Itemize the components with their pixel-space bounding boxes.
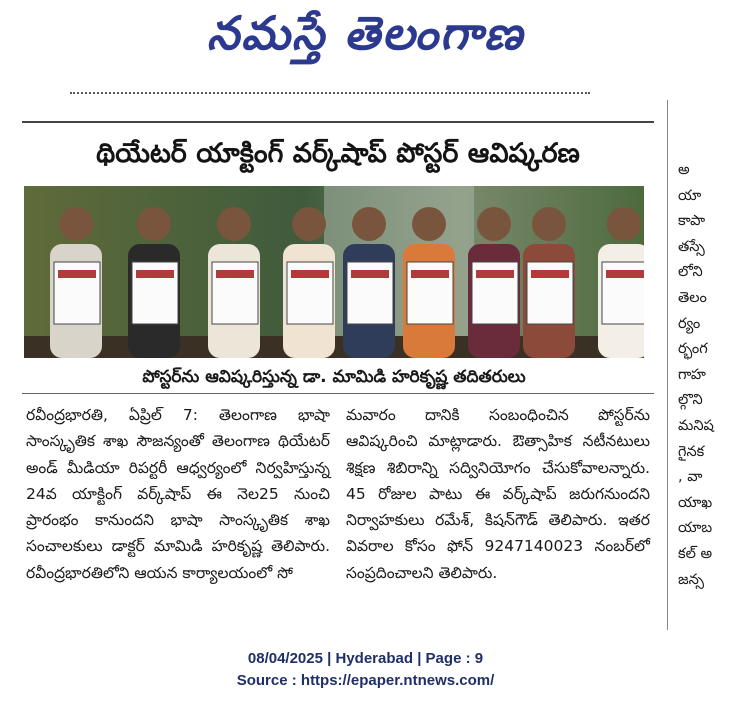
column-divider xyxy=(667,100,668,630)
adjacent-fragment: ర్భంగ xyxy=(678,341,708,358)
adjacent-fragment: యా xyxy=(678,187,702,204)
adjacent-fragment: జన్స xyxy=(678,571,704,588)
article-paragraph-2: మవారం దానికి సంబంధించిన పోస్టర్‌ను ఆవిష్కరించి మాట్లాడారు. ఔత్సాహిక నటీనటులు శిక్షణ శిబిరాన్ని సద్వినియోగం చేసుకోవాలన్నారు. 45 రోజుల పాటు ఈ వర్క్‌షాప్ జరుగనుందని నిర్వాహకులు రమేశ్, కిషన్‌గౌడ్ తెలిపారు. ఇతర వివరాల కోసం ఫోన్ 9247140023 నంబర్‌లో సంప్రదించాలని తెలిపారు. xyxy=(346,406,650,582)
adjacent-fragment: తెలం xyxy=(678,289,707,306)
person-head xyxy=(412,207,446,241)
person-head xyxy=(352,207,386,241)
poster-title-band xyxy=(136,270,174,278)
article-column-2 xyxy=(346,402,650,586)
adjacent-fragment: ర్యం xyxy=(678,315,701,332)
photo-caption: పోస్టర్‌ను ఆవిష్కరిస్తున్న డా. మామిడి హరికృష్ణ తదితరులు xyxy=(142,367,526,387)
poster-title-band xyxy=(58,270,96,278)
headline-rule xyxy=(22,121,654,123)
caption-rule xyxy=(22,393,654,394)
adjacent-article-column xyxy=(678,158,731,593)
adjacent-fragment: యాబ xyxy=(678,520,713,537)
adjacent-fragment: లోని xyxy=(678,264,703,281)
footer-dateline: 08/04/2025 | Hyderabad | Page : 9 xyxy=(247,650,484,667)
poster-title-band xyxy=(531,270,569,278)
masthead-logo: నమస్తే తెలంగాణ xyxy=(206,6,525,60)
article-photo xyxy=(24,186,644,358)
adjacent-fragment: కల్ అ xyxy=(678,545,713,562)
person-head xyxy=(59,207,93,241)
article-column-1 xyxy=(26,402,330,586)
poster-title-band xyxy=(291,270,329,278)
adjacent-fragment: , వా xyxy=(678,469,703,486)
adjacent-fragment: కాపా xyxy=(678,213,706,230)
poster-title-band xyxy=(216,270,254,278)
footer xyxy=(0,648,731,692)
poster-title-band xyxy=(351,270,389,278)
adjacent-fragment: గాహ xyxy=(678,366,706,383)
article-headline: థియేటర్ యాక్టింగ్ వర్క్‌షాప్ పోస్టర్ ఆవిష్కరణ xyxy=(96,138,580,169)
poster-title-band xyxy=(606,270,644,278)
person-head xyxy=(607,207,641,241)
adjacent-fragment: తస్సే xyxy=(678,238,705,255)
clipping-cut-line xyxy=(70,92,590,100)
adjacent-fragment: మనిష xyxy=(678,417,714,434)
adjacent-fragment: ల్గొని xyxy=(678,392,703,409)
adjacent-fragment: యాఖ xyxy=(678,494,713,511)
person-head xyxy=(292,207,326,241)
person-head xyxy=(217,207,251,241)
adjacent-fragment: గైనక xyxy=(678,443,705,460)
group-photo-illustration xyxy=(24,186,644,358)
masthead xyxy=(0,0,731,78)
person-head xyxy=(477,207,511,241)
person-head xyxy=(532,207,566,241)
poster-title-band xyxy=(476,270,514,278)
article-paragraph-1: రవీంద్రభారతి, ఏప్రిల్ 7: తెలంగాణ భాషా సాంస్కృతిక శాఖ సౌజన్యంతో తెలంగాణ థియేటర్ అండ్ మీడియా రిపర్టరీ ఆధ్వర్యంలో నిర్వహిస్తున్న 24వ యాక్టింగ్ వర్క్‌షాప్ ఈ నెల25 నుంచి ప్రారంభం కానుందని భాషా సాంస్కృతిక శాఖ సంచాలకులు డాక్టర్ మామిడి హరికృష్ణ తెలిపారు. రవీంద్రభారతిలోని ఆయన కార్యాలయంలో సో xyxy=(26,406,330,582)
poster-title-band xyxy=(411,270,449,278)
footer-source: Source : https://epaper.ntnews.com/ xyxy=(236,672,495,689)
adjacent-fragment: అ xyxy=(678,162,690,178)
person-head xyxy=(137,207,171,241)
